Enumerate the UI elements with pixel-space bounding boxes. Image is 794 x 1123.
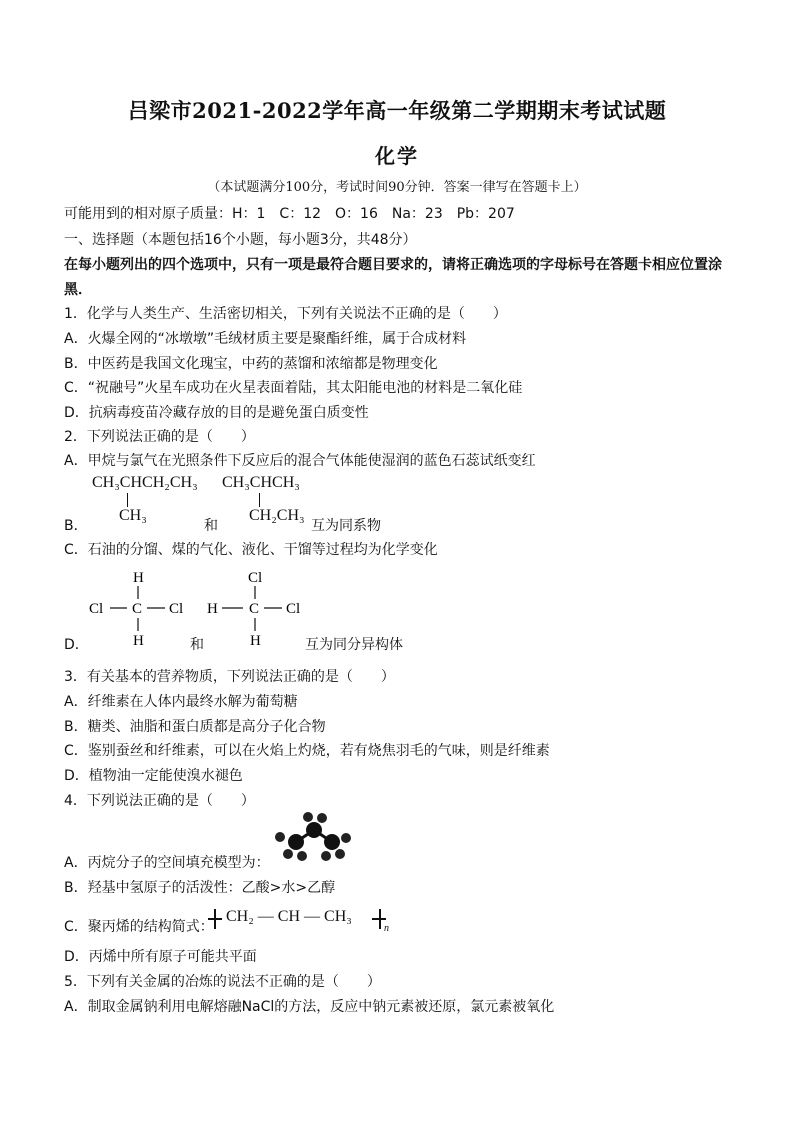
q2-option-c: C．石油的分馏、煤的气化、液化、干馏等过程均为化学变化 [64, 542, 438, 558]
q2-d-mol1-bottom-h: H [133, 633, 144, 648]
q2-option-a: A．甲烷与氯气在光照条件下反应后的混合气体能使湿润的蓝色石蕊试纸变红 [64, 453, 536, 469]
q2-option-d-label: D． [64, 637, 89, 653]
q2-b-formula2-bond [259, 493, 260, 507]
q2-b-tail: 互为同系物 [311, 518, 381, 534]
q2-stem: 2．下列说法正确的是（ ） [64, 429, 255, 445]
q2-d-mol2-carbon: C [249, 601, 260, 617]
bracket-left-tick [208, 918, 222, 920]
section-instruction-line2: 黑． [64, 282, 92, 298]
q2-d-mol2-top-cl: Cl [248, 570, 263, 586]
exam-title: 吕梁市2021-2022学年高一年级第二学期期末考试试题 [127, 98, 667, 123]
exam-note: （本试题满分100分，考试时间90分钟．答案一律写在答题卡上） [207, 180, 587, 195]
propane-model-image [268, 812, 352, 862]
q2-d-mol2-left-h: H [207, 601, 218, 617]
q5-option-a: A．制取金属钠利用电解熔融NaCl的方法，反应中钠元素被还原，氯元素被氧化 [64, 999, 555, 1015]
q1-stem: 1．化学与人类生产、生活密切相关，下列有关说法不正确的是（ ） [64, 306, 507, 322]
q1-option-b: B．中医药是我国文化瑰宝，中药的蒸馏和浓缩都是物理变化 [64, 356, 438, 372]
section-heading: 一、选择题（本题包括16个小题，每小题3分，共48分） [64, 232, 417, 248]
q4-option-a: A．丙烷分子的空间填充模型为： [64, 855, 270, 871]
atomic-masses: 可能用到的相对原子质量：H：1 C：12 O：16 Na：23 Pb：207 [64, 206, 515, 222]
q2-b-formula2-branch: CH₂CH₃ [249, 507, 305, 524]
q1-option-c: C．“祝融号”火星车成功在火星表面着陆，其太阳能电池的材料是二氧化硅 [64, 380, 523, 396]
polypropylene-formula [212, 903, 397, 935]
q3-stem: 3．有关基本的营养物质，下列说法正确的是（ ） [64, 669, 395, 685]
q2-b-formula1-branch: CH₃ [119, 507, 147, 524]
q2-b-formula2-main: CH₃CHCH₃ [222, 474, 300, 491]
polypropylene-repeat-unit: CH₂ — CH — CH₃ [226, 908, 352, 925]
q2-option-b-label: B． [64, 518, 88, 534]
q2-b-formula1-bond [127, 493, 128, 507]
q4-option-c: C．聚丙烯的结构简式： [64, 919, 214, 935]
q2-d-and: 和 [190, 637, 204, 653]
q1-option-a: A．火爆全网的“冰墩墩”毛绒材质主要是聚酯纤维，属于合成材料 [64, 331, 467, 347]
q3-option-a: A．纤维素在人体内最终水解为葡萄糖 [64, 694, 298, 710]
q5-stem: 5．下列有关金属的冶炼的说法不正确的是（ ） [64, 974, 381, 990]
q2-d-mol1-right-cl: Cl [169, 601, 184, 617]
q3-option-c: C．鉴别蚕丝和纤维素，可以在火焰上灼烧，若有烧焦羽毛的气味，则是纤维素 [64, 743, 550, 759]
q2-d-mol1-carbon: C [132, 601, 143, 617]
q4-option-b: B．羟基中氢原子的活泼性：乙酸>水>乙醇 [64, 880, 336, 896]
q4-stem: 4．下列说法正确的是（ ） [64, 793, 255, 809]
section-instruction-line1: 在每小题列出的四个选项中，只有一项是最符合题目要求的，请将正确选项的字母标号在答题卡相应位置涂 [64, 257, 722, 273]
subject-title: 化学 [375, 144, 419, 168]
polymer-subscript-n: n [384, 923, 389, 934]
q3-option-b: B．糖类、油脂和蛋白质都是高分子化合物 [64, 719, 326, 735]
q2-d-tail: 互为同分异构体 [305, 637, 403, 653]
q4-option-d: D．丙烯中所有原子可能共平面 [64, 949, 257, 965]
q2-d-mol2-bottom-h: H [250, 633, 261, 648]
q2-d-mol1-left-cl: Cl [89, 601, 104, 617]
q2-b-formula1-main: CH₃CHCH₂CH₃ [92, 474, 198, 491]
bracket-right-tick [372, 918, 386, 920]
q2-d-mol2-right-cl: Cl [286, 601, 301, 617]
q2-b-and: 和 [204, 518, 218, 534]
q1-option-d: D．抗病毒疫苗冷藏存放的目的是避免蛋白质变性 [64, 405, 369, 421]
q2-d-mol1-top-h: H [133, 570, 144, 586]
q3-option-d: D．植物油一定能使溴水褪色 [64, 768, 243, 784]
